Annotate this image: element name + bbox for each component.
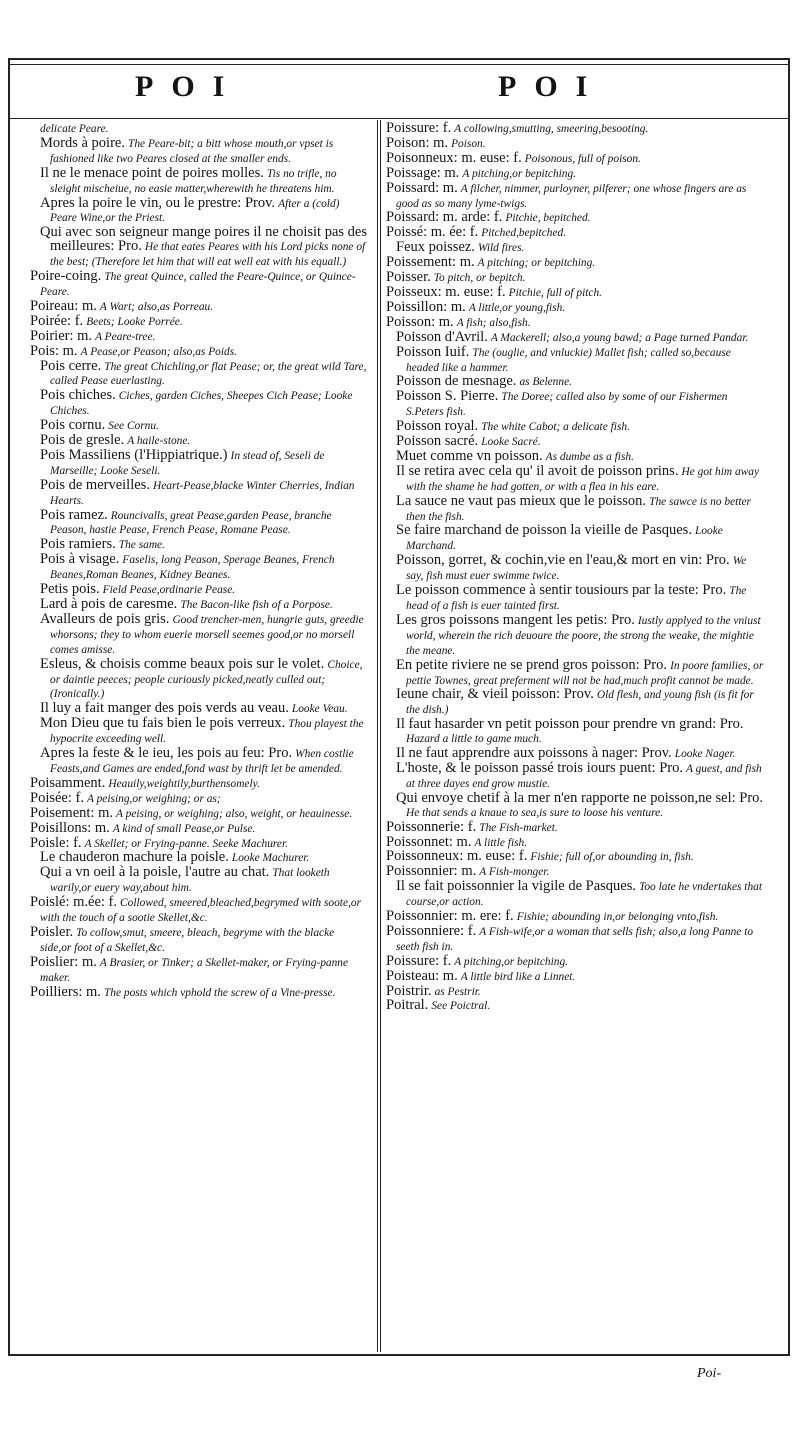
entry-headword: Pois de gresle. (40, 432, 125, 449)
entry-definition: A peising, or weighing; also, weight, or heauinesse. (116, 807, 353, 820)
dictionary-entry (30, 446, 368, 479)
entry-definition: A pitching; or bepitching. (477, 257, 596, 270)
dictionary-entry (30, 896, 368, 926)
entry-definition: Heart-Pease,blacke Winter Cherries, Indian Hearts. (50, 479, 355, 507)
entry-headword: Poisle: f. (30, 834, 82, 851)
entry-headword: Poisson de mesnage. (396, 373, 517, 390)
entry-definition: He that eates Peares with his Lord picks none of the best; (Therefore let him that will eat well eat with his equall.) (50, 241, 366, 269)
entry-headword: Poison: m. (386, 134, 449, 151)
dictionary-entry (30, 389, 368, 419)
dictionary-entry (30, 923, 368, 956)
catchword: Poi- (697, 1366, 722, 1381)
dictionary-entry (386, 967, 764, 985)
entry-headword: L'hoste, & le poisson passé trois iours puent: Pro. (396, 759, 683, 776)
dictionary-entry (386, 390, 764, 420)
entry-definition: A filcher, nimmer, purloyner, pilferer; one whose fingers are as good as so many lyme-twigs. (396, 182, 747, 210)
dictionary-entry (30, 506, 368, 539)
entry-headword: Poisson, gorret, & cochin,vie en l'eau,& mort en vin: Pro. (396, 552, 730, 569)
entry-definition: The head of a fish is euer tainted first. (406, 585, 747, 612)
entry-headword: Il faut hasarder vn petit poisson pour prendre vn grand: Pro. (396, 716, 744, 733)
entry-headword: Pois chiches. (40, 387, 116, 404)
entry-headword: Pois à visage. (40, 551, 120, 568)
entry-definition: The great Chichling,or flat Pease; or, the great wild Tare, called Pease euerlasting. (50, 360, 367, 388)
entry-headword: Poissard: m. (386, 179, 458, 196)
entry-headword: Poissage: m. (386, 164, 460, 181)
dictionary-entry (30, 357, 368, 390)
entry-definition: A Fish-wife,or a woman that sells fish; also,a long Panne to seeth fish in. (396, 925, 754, 953)
column-divider (377, 120, 378, 1352)
running-head-left: POI (135, 70, 243, 103)
entry-headword: Lard à pois de caresme. (40, 596, 178, 612)
entry-definition: Thou playest the hypocrite exceeding well. (50, 718, 364, 746)
entry-headword: Poissonnier: m. (386, 863, 477, 880)
dictionary-entry (386, 343, 764, 376)
entry-headword: Poissure: f. (386, 952, 452, 969)
entry-definition: Beets; Looke Porrée. (86, 315, 183, 328)
entry-definition: Pitched,bepitched. (481, 227, 567, 240)
dictionary-entry (386, 611, 764, 659)
entry-definition: A Fish-monger. (479, 866, 550, 879)
entry-headword: Poitral. (386, 997, 429, 1014)
entry-definition: Faselis, long Peason, Sperage Beanes, French Beanes,Roman Beanes, Kidney Beanes. (50, 554, 335, 582)
entry-definition: Choice, or daintie peeces; people curiously picked,neatly culled out; (Ironically.) (50, 658, 363, 701)
entry-definition: Old flesh, and young fish (is fit for the dish.) (406, 689, 754, 717)
entry-definition: A Brasier, or Tinker; a Skellet-maker, or Frying-panne maker. (40, 956, 349, 984)
entry-definition: A fish; also,fish. (456, 316, 531, 329)
entry-definition: A little bird like a Linnet. (460, 970, 576, 983)
entry-definition: Hazard a little to game much. (406, 733, 542, 746)
entry-definition: The sawce is no better then the fish. (406, 495, 751, 523)
dictionary-entry (30, 327, 368, 345)
entry-definition: In poore families, or pettie Townes, great preferment will not be had,much profit cannot be made. (406, 659, 764, 687)
dictionary-entry (386, 759, 764, 792)
dictionary-entry (386, 982, 764, 1000)
entry-headword: Il ne faut apprendre aux poissons à nager: Prov. (396, 745, 672, 762)
entry-definition: Fishie; abounding in,or belonging vnto,fish. (516, 911, 719, 924)
entry-definition: A peising,or weighing; or as; (87, 792, 221, 805)
entry-headword: Poisson royal. (396, 418, 479, 435)
entry-headword: Poisonneux: m. euse: f. (386, 149, 522, 166)
entry-definition: Tis no trifle, no sleight mischeiue, no easie matter,wherewith he threatens him. (50, 167, 337, 195)
entry-definition: The Bacon-like fish of a Porpose. (180, 599, 333, 611)
entry-headword: Poissonnerie: f. (386, 818, 477, 835)
dictionary-entry (30, 194, 368, 227)
entry-headword: Poissonnet: m. (386, 833, 472, 850)
entry-definition: Ciches, garden Ciches, Sheepes Cich Pease; Looke Chiches. (50, 390, 353, 418)
entry-definition: To collow,smut, smeere, bleach, begryme with the blacke side,or foot of a Skellet,&c. (40, 926, 335, 954)
entry-headword: Poissé: m. ée: f. (386, 224, 479, 241)
entry-headword: Poisson: m. (386, 313, 454, 330)
dictionary-entry (30, 164, 368, 197)
entry-headword: Pois ramiers. (40, 536, 116, 553)
entry-headword: Esleus, & choisis comme beaux pois sur le volet. (40, 655, 325, 672)
entry-definition: Looke Veau. (291, 703, 348, 716)
entry-definition: In stead of, Seseli de Marseille; Looke Seseli. (50, 449, 325, 477)
dictionary-entry (386, 789, 764, 821)
dictionary-entry (30, 553, 368, 583)
entry-definition: When costlie Feasts,and Games are ended,fond wast by thrift let be amended. (50, 748, 354, 775)
entry-headword: Qui avec son seigneur mange poires il ne choisit pas des meilleures: Pro. (40, 224, 367, 255)
dictionary-entry (386, 554, 764, 584)
header-rule (8, 118, 788, 119)
entry-headword: Mon Dieu que tu fais bien le pois verreux. (40, 715, 286, 732)
entry-definition: He got him away with the shame he had gotten, or with a flea in his eare. (406, 465, 760, 493)
entry-headword: Avalleurs de pois gris. (40, 610, 170, 627)
entry-definition: To pitch, or bepitch. (433, 272, 526, 285)
entry-definition: The posts which vphold the screw of a Vine-presse. (103, 986, 336, 999)
entry-headword: Qui a vn oeil à la poisle, l'autre au chat. (40, 864, 270, 881)
entry-headword: Poisson d'Avril. (396, 328, 488, 345)
dictionary-entry (30, 655, 368, 703)
entry-headword: Se faire marchand de poisson la vieille de Pasques. (396, 522, 692, 539)
entry-definition: The white Cabot; a delicate fish. (481, 421, 630, 434)
dictionary-entry (386, 524, 764, 554)
entry-definition: A Wart; also,as Porreau. (99, 300, 214, 313)
entry-definition: Fishie; full of,or abounding in, fish. (530, 851, 694, 864)
left-column (30, 122, 368, 1000)
entry-headword: Poisseux: m. euse: f. (386, 283, 506, 300)
entry-definition: A Mackerell; also,a young bawd; a Page turned Pandar. (490, 331, 749, 344)
entry-headword: Poirée: f. (30, 312, 84, 329)
dictionary-entry (386, 462, 764, 495)
entry-headword: Le chauderon machure la poisle. (40, 849, 229, 866)
dictionary-entry (386, 880, 764, 910)
entry-definition: Field Pease,ordinarie Pease. (102, 584, 236, 597)
entry-headword: Poirier: m. (30, 327, 93, 344)
dictionary-entry (386, 492, 764, 525)
dictionary-entry (30, 983, 368, 1001)
entry-definition: The (ouglie, and vnluckie) Mallet fish; called so,because headed like a hammer. (406, 346, 731, 374)
entry-definition: After a (cold) Peare Wine,or the Priest. (50, 197, 340, 225)
entry-definition: A haile-stone. (127, 435, 191, 448)
dictionary-entry (386, 999, 764, 1014)
entry-headword: Poissonneux: m. euse: f. (386, 848, 528, 865)
entry-definition: Too late he vndertakes that course,or action. (406, 881, 763, 909)
dictionary-entry (30, 134, 368, 167)
entry-definition: The great Quince, called the Peare-Quince, or Quince-Peare. (40, 271, 356, 298)
entry-headword: Il se retira avec cela qu' il avoit de poisson prins. (396, 462, 679, 479)
entry-definition: The Doree; called also by some of our Fishermen S.Peters fish. (406, 391, 728, 419)
entry-definition: Looke Marchand. (406, 525, 723, 553)
dictionary-entry (30, 953, 368, 986)
entry-definition: A little fish. (474, 836, 528, 849)
entry-headword: Il luy a fait manger des pois verds au veau. (40, 700, 289, 717)
entry-definition: He that sends a knaue to sea,is sure to loose his venture. (406, 806, 663, 819)
entry-headword: Poisement: m. (30, 804, 113, 821)
entry-headword: Poisamment. (30, 774, 106, 791)
entry-headword: Poistrir. (386, 982, 432, 999)
entry-headword: Poissure: f. (386, 120, 452, 136)
entry-definition: A Peare-tree. (95, 330, 156, 343)
entry-definition: Collowed, smeered,bleached,begrymed with soote,or with the touch of a sootie Skellet,&c. (40, 897, 361, 925)
entry-headword: Apres la poire le vin, ou le prestre: Prov. (40, 194, 276, 211)
entry-headword: Le poisson commence à sentir tousiours par la teste: Pro. (396, 582, 727, 599)
entry-headword: Il se fait poissonnier la vigile de Pasques. (396, 878, 637, 895)
entry-headword: Pois: m. (30, 342, 78, 359)
entry-definition: A kind of small Pease,or Pulse. (112, 822, 256, 835)
dictionary-entry (386, 179, 764, 212)
entry-definition: A pitching,or bepitching. (454, 955, 568, 968)
entry-headword: Poisser. (386, 269, 431, 286)
entry-headword: Poissement: m. (386, 254, 475, 271)
entry-headword: Mords à poire. (40, 134, 125, 151)
entry-headword: Qui envoye chetif à la mer n'en rapporte ne poisson,ne sel: Pro. (396, 789, 764, 806)
entry-definition: Looke Machurer. (231, 852, 310, 865)
entry-headword: Ieune chair, & vieil poisson: Prov. (396, 686, 594, 703)
entry-definition: The same. (118, 539, 165, 552)
entry-definition: Poison. (451, 137, 486, 150)
entry-headword: Poislier: m. (30, 953, 97, 970)
entry-definition: Poisonous, full of poison. (524, 152, 641, 165)
entry-headword: Poisler. (30, 923, 74, 940)
entry-headword: Il ne le menace point de poires molles. (40, 164, 264, 181)
dictionary-entry (30, 717, 368, 747)
entry-headword: En petite riviere ne se prend gros poisson: Pro. (396, 656, 668, 673)
entry-headword: Pois Massiliens (l'Hippiatrique.) (40, 446, 228, 463)
entry-headword: Pois ramez. (40, 506, 108, 523)
entry-headword: Petis pois. (40, 581, 100, 598)
entry-headword: Muet comme vn poisson. (396, 447, 543, 464)
entry-headword: Poisson sacré. (396, 433, 479, 450)
dictionary-entry (30, 747, 368, 777)
entry-definition: Wild fires. (477, 242, 525, 255)
entry-definition: Pitchie, full of pitch. (508, 286, 602, 299)
entry-definition: We say, fish must euer swimme twice. (406, 555, 747, 583)
entry-headword: Poireau: m. (30, 297, 97, 314)
entry-definition: A Pease,or Peason; also,as Poids. (80, 345, 237, 358)
entry-headword: Apres la feste & le ieu, les pois au feu: Pro. (40, 745, 293, 762)
dictionary-entry (386, 718, 764, 747)
entry-definition: delicate Peare. (40, 123, 109, 135)
dictionary-entry (386, 656, 764, 689)
dictionary-entry (30, 610, 368, 658)
running-head-right: POI (498, 70, 606, 103)
entry-headword: Feux poissez. (396, 239, 475, 256)
entry-headword: Poissillon: m. (386, 298, 466, 315)
dictionary-entry (386, 688, 764, 718)
entry-headword: Poisteau: m. (386, 967, 458, 984)
entry-headword: Poissard: m. arde: f. (386, 209, 503, 226)
entry-definition: Rouncivalls, great Pease,garden Pease, branche Peason, hastie Pease, French Pease, Romane Pease. (50, 509, 332, 537)
entry-definition: A guest, and fish at three dayes end grow mustie. (406, 762, 762, 790)
entry-definition: The Fish-market. (479, 821, 558, 834)
entry-definition: as Belenne. (519, 376, 572, 389)
entry-definition: A little,or young,fish. (468, 301, 566, 314)
entry-headword: Poislé: m.ée: f. (30, 894, 117, 911)
entry-definition: Looke Nager. (674, 748, 736, 761)
column-divider-inner (380, 120, 381, 1352)
entry-headword: Poissonnier: m. ere: f. (386, 908, 514, 925)
entry-definition: As dumbe as a fish. (545, 450, 634, 463)
dictionary-entry (30, 226, 368, 270)
dictionary-entry (386, 922, 764, 955)
entry-headword: Poisillons: m. (30, 819, 110, 836)
entry-headword: Poisée: f. (30, 789, 84, 806)
entry-definition: A pitching,or bepitching. (462, 167, 577, 180)
entry-headword: Pois de merveilles. (40, 476, 150, 493)
entry-headword: Poisson Iuif. (396, 343, 470, 360)
entry-definition: See Poictral. (431, 1000, 491, 1013)
entry-definition: Iustly applyed to the vniust world, wherein the rich deuoure the poore, the strong the weake, the mightie the meane. (406, 614, 761, 657)
entry-headword: Les gros poissons mangent les petis: Pro. (396, 611, 635, 628)
dictionary-entry (30, 866, 368, 896)
entry-headword: Pois cerre. (40, 357, 102, 374)
entry-headword: Poissonniere: f. (386, 922, 477, 939)
dictionary-entry (386, 584, 764, 614)
entry-definition: See Cornu. (108, 420, 159, 433)
entry-definition: A collowing,smutting, smeering,besooting. (454, 123, 649, 135)
dictionary-entry (386, 256, 764, 271)
entry-headword: Poilliers: m. (30, 983, 101, 1000)
entry-definition: as Pestrir. (434, 985, 481, 998)
entry-definition: That looketh warily,or euery way,about him. (50, 867, 330, 895)
entry-definition: Looke Sacré. (481, 436, 541, 449)
entry-definition: Heauily,weightily,burthensomely. (108, 777, 260, 790)
entry-definition: Pitchie, bepitched. (505, 212, 591, 225)
entry-headword: La sauce ne vaut pas mieux que le poisson. (396, 492, 647, 509)
right-column (386, 122, 764, 1014)
dictionary-entry (30, 476, 368, 509)
entry-headword: Pois cornu. (40, 417, 106, 434)
entry-definition: A Skellet; or Frying-panne. Seeke Machurer. (84, 837, 288, 850)
dictionary-entry (30, 270, 368, 300)
entry-definition: The Peare-bit; a bitt whose mouth,or vpset is fashioned like two Peares closed at the smaller ends. (50, 137, 334, 165)
entry-definition: Good trencher-men, hungrie guts, greedie whorsons; they to whom euerie morsell seemes good,or no morsell comes amisse. (50, 613, 364, 656)
border-inner-rule (8, 64, 788, 65)
entry-headword: Poisson S. Pierre. (396, 388, 499, 405)
entry-headword: Poire-coing. (30, 268, 102, 285)
